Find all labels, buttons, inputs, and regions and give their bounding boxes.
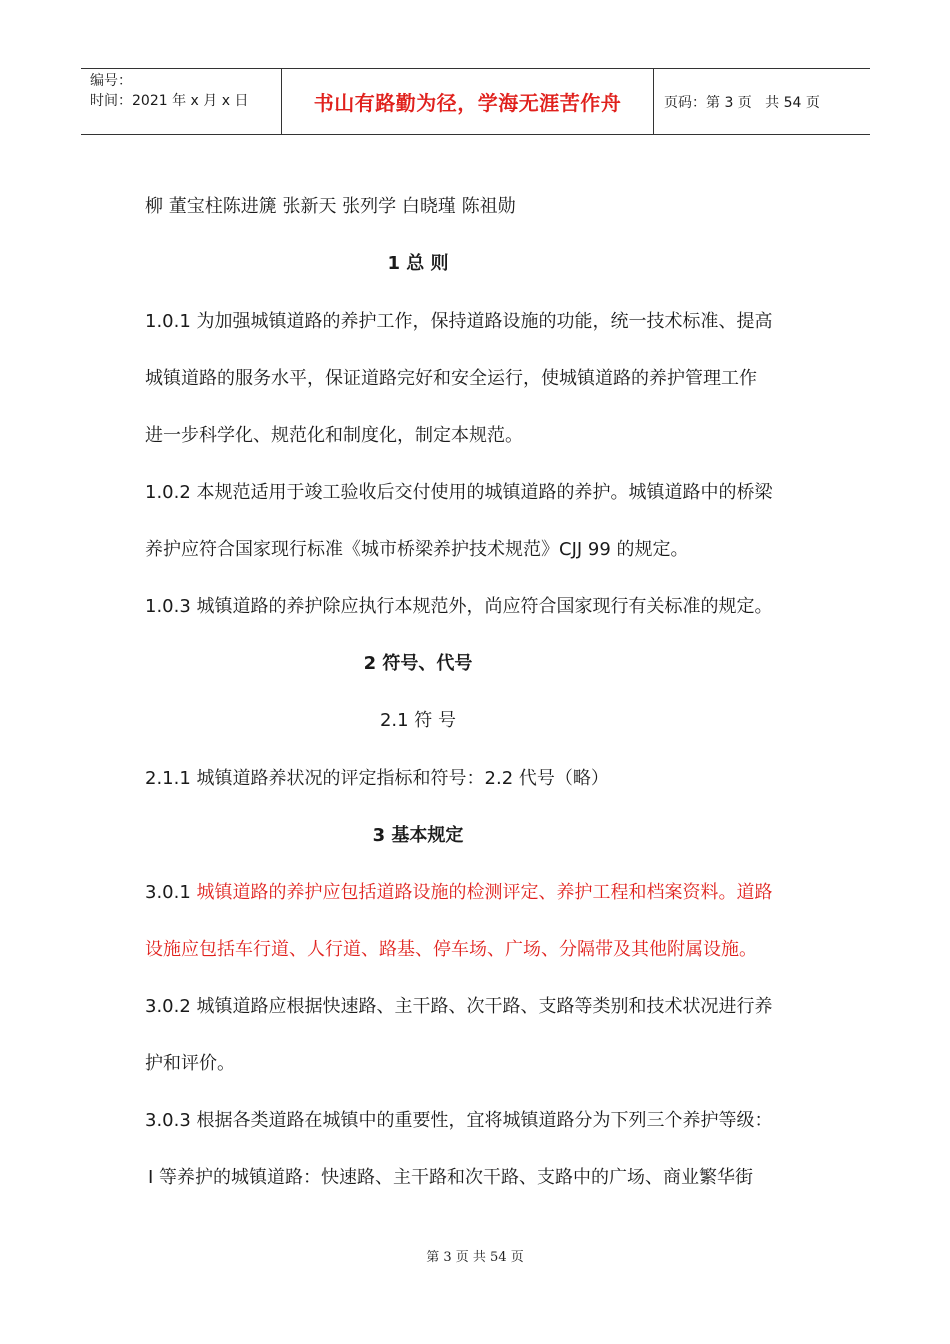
header-meta-cell — [81, 69, 282, 134]
clause-1-0-1-line-1: 1.0.1 为加强城镇道路的养护工作，保持道路设施的功能，统一技术标准、提高 — [145, 311, 773, 332]
time-label: 时间：2021 年 x 月 x 日 — [90, 93, 249, 109]
clause-1-0-1-line-3: 进一步科学化、规范化和制度化，制定本规范。 — [145, 425, 523, 446]
clause-3-0-1-text: 城镇道路的养护应包括道路设施的检测评定、养护工程和档案资料。道路 — [196, 882, 773, 903]
number-label: 编号： — [90, 73, 132, 89]
section-heading-3: 3 基本规定 — [372, 825, 464, 846]
section-heading-1: 1 总 则 — [387, 253, 449, 274]
clause-3-0-2-line-2: 护和评价。 — [145, 1053, 235, 1074]
clause-3-0-1-line-2: 设施应包括车行道、人行道、路基、停车场、广场、分隔带及其他附属设施。 — [145, 939, 757, 960]
section-heading-2: 2 符号、代号 — [363, 653, 473, 674]
clause-3-0-1-number: 3.0.1 — [145, 882, 197, 903]
clause-2-1-1: 2.1.1 城镇道路养状况的评定指标和符号：2.2 代号（略） — [145, 768, 609, 789]
clause-3-0-3: 3.0.3 根据各类道路在城镇中的重要性，宜将城镇道路分为下列三个养护等级： — [145, 1110, 773, 1131]
clause-1-0-2-line-2: 养护应符合国家现行标准《城市桥梁养护技术规范》CJJ 99 的规定。 — [145, 539, 689, 560]
document-header — [81, 68, 870, 135]
clause-1-0-2-line-1: 1.0.2 本规范适用于竣工验收后交付使用的城镇道路的养护。城镇道路中的桥梁 — [145, 482, 773, 503]
motto-text: 书山有路勤为径，学海无涯苦作舟 — [313, 91, 622, 115]
page-info — [664, 92, 820, 112]
clause-3-0-1-line-1 — [145, 881, 773, 905]
clause-3-0-2-line-1: 3.0.2 城镇道路应根据快速路、主干路、次干路、支路等类别和技术状况进行养 — [145, 996, 773, 1017]
clause-1-0-1-line-2: 城镇道路的服务水平，保证道路完好和安全运行，使城镇道路的养护管理工作 — [145, 368, 757, 389]
header-page-cell — [654, 69, 870, 134]
subsection-heading-2-1: 2.1 符 号 — [379, 710, 457, 731]
header-motto-cell — [282, 69, 654, 134]
clause-1-0-3: 1.0.3 城镇道路的养护除应执行本规范外，尚应符合国家现行有关标准的规定。 — [145, 596, 773, 617]
page-info-text: 页码：第 3 页 共 54 页 — [664, 94, 820, 111]
level-1-roads-line: Ⅰ 等养护的城镇道路：快速路、主干路和次干路、支路中的广场、商业繁华街 — [148, 1167, 754, 1188]
authors-line: 柳 董宝柱陈进篪 张新天 张列学 白晓瑾 陈祖勋 — [145, 196, 516, 217]
page-footer: 第 3 页 共 54 页 — [426, 1250, 524, 1265]
